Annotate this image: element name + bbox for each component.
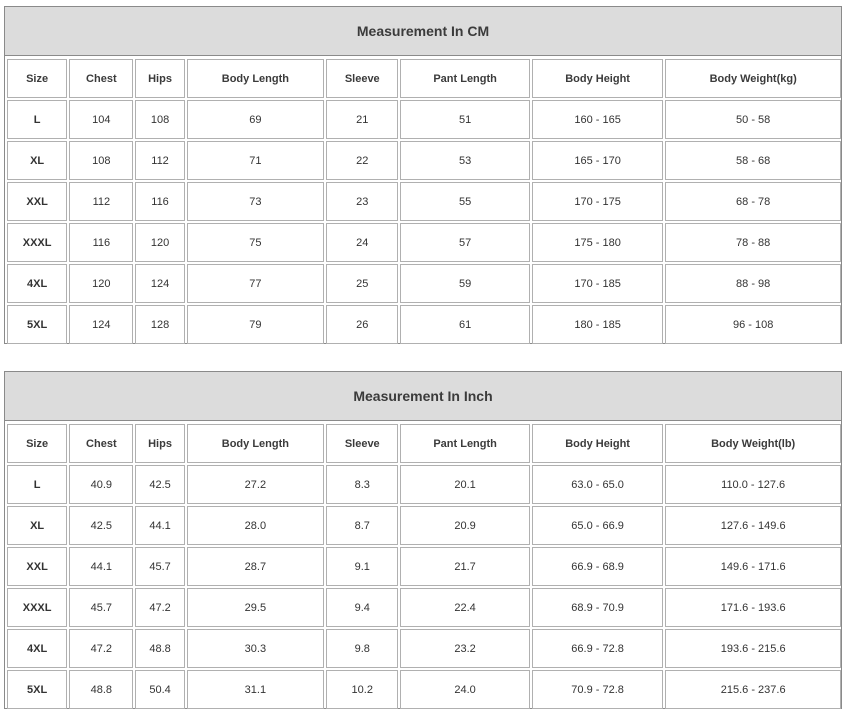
body-length-cell: 71 [187, 141, 325, 180]
body-weight-cell: 127.6 - 149.6 [665, 506, 841, 545]
body-weight-cell: 88 - 98 [665, 264, 841, 303]
body-weight-cell: 149.6 - 171.6 [665, 547, 841, 586]
chest-cell: 104 [69, 100, 133, 139]
size-cell: L [7, 465, 67, 504]
hips-cell: 50.4 [135, 670, 184, 709]
header-body-height: Body Height [532, 424, 663, 463]
cm-measurement-panel [4, 6, 842, 344]
sleeve-cell: 9.8 [326, 629, 398, 668]
body-height-cell: 170 - 185 [532, 264, 663, 303]
sleeve-cell: 9.1 [326, 547, 398, 586]
sleeve-cell: 23 [326, 182, 398, 221]
pant-length-cell: 20.9 [400, 506, 529, 545]
header-sleeve: Sleeve [326, 59, 398, 98]
sleeve-cell: 25 [326, 264, 398, 303]
body-height-cell: 70.9 - 72.8 [532, 670, 663, 709]
cm-size-table [5, 57, 843, 346]
size-cell: XXL [7, 547, 67, 586]
body-height-cell: 170 - 175 [532, 182, 663, 221]
table-row [7, 506, 841, 545]
chest-cell: 116 [69, 223, 133, 262]
body-weight-cell: 96 - 108 [665, 305, 841, 344]
header-sleeve: Sleeve [326, 424, 398, 463]
body-weight-cell: 215.6 - 237.6 [665, 670, 841, 709]
hips-cell: 108 [135, 100, 184, 139]
inch-table-title: Measurement In Inch [5, 372, 841, 421]
pant-length-cell: 22.4 [400, 588, 529, 627]
body-length-cell: 77 [187, 264, 325, 303]
inch-header-row [7, 424, 841, 463]
header-body-weight: Body Weight(lb) [665, 424, 841, 463]
header-size: Size [7, 424, 67, 463]
sleeve-cell: 8.7 [326, 506, 398, 545]
header-body-length: Body Length [187, 424, 325, 463]
header-pant-length: Pant Length [400, 424, 529, 463]
chest-cell: 40.9 [69, 465, 133, 504]
body-height-cell: 65.0 - 66.9 [532, 506, 663, 545]
header-pant-length: Pant Length [400, 59, 529, 98]
size-cell: XL [7, 141, 67, 180]
header-body-length: Body Length [187, 59, 325, 98]
table-row [7, 223, 841, 262]
pant-length-cell: 51 [400, 100, 529, 139]
header-body-weight: Body Weight(kg) [665, 59, 841, 98]
body-length-cell: 79 [187, 305, 325, 344]
chest-cell: 45.7 [69, 588, 133, 627]
sleeve-cell: 10.2 [326, 670, 398, 709]
size-cell: XXL [7, 182, 67, 221]
table-row [7, 465, 841, 504]
table-row [7, 588, 841, 627]
body-weight-cell: 50 - 58 [665, 100, 841, 139]
body-weight-cell: 78 - 88 [665, 223, 841, 262]
chest-cell: 48.8 [69, 670, 133, 709]
body-weight-cell: 171.6 - 193.6 [665, 588, 841, 627]
body-weight-cell: 68 - 78 [665, 182, 841, 221]
cm-header-row [7, 59, 841, 98]
pant-length-cell: 57 [400, 223, 529, 262]
table-row [7, 264, 841, 303]
sleeve-cell: 9.4 [326, 588, 398, 627]
body-length-cell: 29.5 [187, 588, 325, 627]
body-height-cell: 63.0 - 65.0 [532, 465, 663, 504]
body-length-cell: 30.3 [187, 629, 325, 668]
body-length-cell: 27.2 [187, 465, 325, 504]
inch-size-table [5, 422, 843, 711]
hips-cell: 42.5 [135, 465, 184, 504]
table-row [7, 547, 841, 586]
hips-cell: 44.1 [135, 506, 184, 545]
pant-length-cell: 59 [400, 264, 529, 303]
header-chest: Chest [69, 424, 133, 463]
chest-cell: 124 [69, 305, 133, 344]
body-length-cell: 69 [187, 100, 325, 139]
chest-cell: 47.2 [69, 629, 133, 668]
body-length-cell: 28.7 [187, 547, 325, 586]
size-cell: XXXL [7, 223, 67, 262]
table-row [7, 670, 841, 709]
header-body-height: Body Height [532, 59, 663, 98]
header-hips: Hips [135, 59, 184, 98]
body-height-cell: 165 - 170 [532, 141, 663, 180]
sleeve-cell: 8.3 [326, 465, 398, 504]
header-hips: Hips [135, 424, 184, 463]
chest-cell: 108 [69, 141, 133, 180]
sleeve-cell: 22 [326, 141, 398, 180]
pant-length-cell: 24.0 [400, 670, 529, 709]
pant-length-cell: 23.2 [400, 629, 529, 668]
hips-cell: 48.8 [135, 629, 184, 668]
sleeve-cell: 21 [326, 100, 398, 139]
size-cell: 4XL [7, 264, 67, 303]
hips-cell: 45.7 [135, 547, 184, 586]
body-height-cell: 68.9 - 70.9 [532, 588, 663, 627]
pant-length-cell: 61 [400, 305, 529, 344]
cm-table-title: Measurement In CM [5, 7, 841, 56]
hips-cell: 128 [135, 305, 184, 344]
inch-measurement-panel [4, 371, 842, 709]
size-cell: 5XL [7, 305, 67, 344]
body-length-cell: 73 [187, 182, 325, 221]
body-height-cell: 175 - 180 [532, 223, 663, 262]
body-height-cell: 66.9 - 72.8 [532, 629, 663, 668]
hips-cell: 112 [135, 141, 184, 180]
table-row [7, 629, 841, 668]
table-row [7, 141, 841, 180]
chest-cell: 120 [69, 264, 133, 303]
size-cell: 5XL [7, 670, 67, 709]
body-length-cell: 75 [187, 223, 325, 262]
chest-cell: 42.5 [69, 506, 133, 545]
size-cell: XXXL [7, 588, 67, 627]
hips-cell: 124 [135, 264, 184, 303]
table-row [7, 182, 841, 221]
chest-cell: 44.1 [69, 547, 133, 586]
table-row [7, 100, 841, 139]
body-height-cell: 180 - 185 [532, 305, 663, 344]
hips-cell: 47.2 [135, 588, 184, 627]
pant-length-cell: 55 [400, 182, 529, 221]
body-weight-cell: 193.6 - 215.6 [665, 629, 841, 668]
body-length-cell: 31.1 [187, 670, 325, 709]
header-chest: Chest [69, 59, 133, 98]
size-cell: 4XL [7, 629, 67, 668]
table-row [7, 305, 841, 344]
body-length-cell: 28.0 [187, 506, 325, 545]
size-cell: XL [7, 506, 67, 545]
hips-cell: 116 [135, 182, 184, 221]
header-size: Size [7, 59, 67, 98]
body-weight-cell: 58 - 68 [665, 141, 841, 180]
chest-cell: 112 [69, 182, 133, 221]
body-height-cell: 66.9 - 68.9 [532, 547, 663, 586]
sleeve-cell: 26 [326, 305, 398, 344]
sleeve-cell: 24 [326, 223, 398, 262]
pant-length-cell: 21.7 [400, 547, 529, 586]
pant-length-cell: 20.1 [400, 465, 529, 504]
body-weight-cell: 110.0 - 127.6 [665, 465, 841, 504]
body-height-cell: 160 - 165 [532, 100, 663, 139]
size-cell: L [7, 100, 67, 139]
pant-length-cell: 53 [400, 141, 529, 180]
hips-cell: 120 [135, 223, 184, 262]
